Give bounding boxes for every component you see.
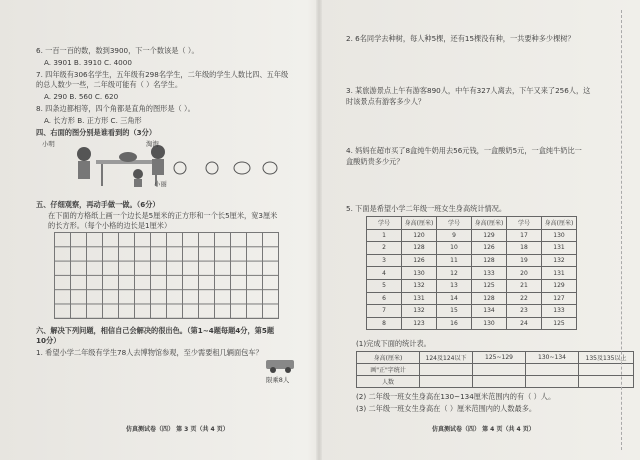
tally-header-cell: 124及124以下	[420, 352, 473, 364]
tally-cell[interactable]	[526, 364, 579, 376]
table-cell: 129	[542, 279, 577, 292]
header-cell: 身高(厘米)	[472, 217, 507, 230]
label-xiaoli: 小丽	[154, 180, 167, 188]
table-cell: 123	[402, 317, 437, 330]
table-cell: 128	[402, 242, 437, 255]
tally-row-label: 画"正"字统计	[357, 364, 420, 376]
table-cell: 12	[437, 267, 472, 280]
table-cell: 125	[472, 279, 507, 292]
table-row	[367, 279, 577, 292]
table-cell: 127	[542, 292, 577, 305]
table-cell: 126	[472, 242, 507, 255]
table-cell: 24	[507, 317, 542, 330]
table-row	[367, 292, 577, 305]
header-cell: 身高(厘米)	[542, 217, 577, 230]
table-cell: 9	[437, 229, 472, 242]
table-cell: 23	[507, 305, 542, 318]
table-cell: 130	[542, 229, 577, 242]
table-cell: 126	[402, 254, 437, 267]
table-cell: 132	[402, 279, 437, 292]
teapot-icons	[174, 162, 277, 174]
question-2: 2. 6名同学去种树，每人种5棵，还有15棵没有种，一共要种多少棵树？	[346, 34, 575, 43]
van-icon	[264, 358, 298, 374]
table-cell: 14	[437, 292, 472, 305]
table-cell: 125	[542, 317, 577, 330]
table-cell: 7	[367, 305, 402, 318]
left-page-footer: 仿真测试卷（四） 第 3 页（共 4 页）	[126, 426, 229, 433]
tally-row	[357, 364, 634, 376]
table-cell: 129	[472, 229, 507, 242]
tally-cell[interactable]	[579, 364, 634, 376]
table-cell: 134	[472, 305, 507, 318]
table-cell: 4	[367, 267, 402, 280]
tally-cell[interactable]	[526, 376, 579, 388]
tally-cell[interactable]	[473, 376, 526, 388]
table-cell: 21	[507, 279, 542, 292]
section-5-line1: 在下面的方格纸上画一个边长是5厘米的正方形和一个长5厘米，宽3厘米	[48, 211, 278, 220]
tally-table	[356, 351, 634, 388]
header-cell: 身高(厘米)	[402, 217, 437, 230]
table-cell: 11	[437, 254, 472, 267]
question-8-options: A. 长方形 B. 正方形 C. 三角形	[44, 116, 142, 125]
height-table-header	[367, 217, 577, 230]
tally-header-cell: 135及135以上	[579, 352, 634, 364]
question-7-line1: 7. 四年级有306名学生，五年级有298名学生，二年级的学生人数比四、五年级	[36, 70, 289, 79]
header-cell: 学号	[507, 217, 542, 230]
table-cell: 133	[472, 267, 507, 280]
table-cell: 17	[507, 229, 542, 242]
sub-question-3: (3) 二年级一班女生身高在（ ）厘米范围内的人数最多。	[356, 404, 537, 413]
question-7-line2: 的总人数少一些，二年级可能有（ ）名学生。	[36, 80, 183, 89]
table-cell: 15	[437, 305, 472, 318]
question-6-options: A. 3901 B. 3910 C. 4000	[44, 58, 132, 67]
table-row	[367, 305, 577, 318]
table-cell: 16	[437, 317, 472, 330]
table-cell: 13	[437, 279, 472, 292]
question-7-options: A. 290 B. 560 C. 620	[44, 92, 119, 101]
tally-cell[interactable]	[420, 376, 473, 388]
section-6-title-cont: 10分）	[36, 336, 61, 345]
drawing-grid[interactable]	[54, 232, 279, 319]
header-cell: 学号	[437, 217, 472, 230]
section-5-line2: 的长方形。（每个小格的边长是1厘米）	[48, 221, 172, 230]
sub-question-1: (1)完成下面的统计表。	[356, 339, 431, 348]
tally-row	[357, 376, 634, 388]
tally-cell[interactable]	[473, 364, 526, 376]
table-cell: 120	[402, 229, 437, 242]
tally-cell[interactable]	[420, 364, 473, 376]
table-cell: 2	[367, 242, 402, 255]
table-cell: 131	[402, 292, 437, 305]
table-cell: 22	[507, 292, 542, 305]
binding-dashed-line	[621, 10, 622, 450]
table-cell: 132	[402, 305, 437, 318]
table-row	[367, 254, 577, 267]
table-cell: 6	[367, 292, 402, 305]
table-cell: 20	[507, 267, 542, 280]
table-cell: 128	[472, 292, 507, 305]
label-taotao: 淘淘	[146, 140, 159, 148]
table-row	[367, 229, 577, 242]
tally-header-cell: 130~134	[526, 352, 579, 364]
table-cell: 131	[542, 242, 577, 255]
table-cell: 130	[472, 317, 507, 330]
table-cell: 5	[367, 279, 402, 292]
tally-header-cell: 身高(厘米)	[357, 352, 420, 364]
question-6: 6. 一百一百的数，数到3900，下一个数该是（ ）。	[36, 46, 199, 55]
height-table	[366, 216, 577, 330]
table-row	[367, 317, 577, 330]
table-cell: 19	[507, 254, 542, 267]
table-cell: 132	[542, 254, 577, 267]
question-3-line1: 3. 某旅游景点上午有游客890人，中午有327人离去，下午又来了256人，这	[346, 86, 591, 95]
question-4-line2: 盒酸奶贵多少元？	[346, 157, 404, 166]
section-5-title: 五、仔细观察，再动手做一做。（6分）	[36, 200, 160, 209]
tally-row-label: 人数	[357, 376, 420, 388]
table-cell: 130	[402, 267, 437, 280]
label-xiaoming: 小明	[42, 140, 55, 148]
question-1: 1. 希望小学二年级有学生78人去博物馆参观，至少需要租几辆面包车？	[36, 348, 263, 357]
question-3-line2: 时该景点有游客多少人？	[346, 97, 426, 106]
page-fold	[316, 0, 322, 460]
section-6-title: 六、解决下列问题，相信自己会解决的很出色。（第1~4题每题4分，第5题	[36, 326, 275, 335]
table-row	[367, 267, 577, 280]
table-cell: 18	[507, 242, 542, 255]
question-8: 8. 四条边都相等，四个角都是直角的图形是（ ）。	[36, 104, 195, 113]
section-4-title: 四、右面的图分别是谁看到的（3分）	[36, 128, 157, 137]
table-cell: 10	[437, 242, 472, 255]
tally-header	[357, 352, 634, 364]
question-4-line1: 4. 妈妈在超市买了8盒纯牛奶用去56元钱，一盒酸奶5元，一盒纯牛奶比一	[346, 146, 582, 155]
table-cell: 1	[367, 229, 402, 242]
table-cell: 133	[542, 305, 577, 318]
right-page-footer: 仿真测试卷（四） 第 4 页（共 4 页）	[432, 426, 535, 433]
table-row	[367, 242, 577, 255]
table-cell: 8	[367, 317, 402, 330]
sub-question-2: (2) 二年级一班女生身高在130~134厘米范围内的有（ ）人。	[356, 392, 556, 401]
question-5: 5. 下面是希望小学二年级一班女生身高统计情况。	[346, 204, 507, 213]
van-capacity-label: 限乘8人	[266, 376, 290, 384]
header-cell: 学号	[367, 217, 402, 230]
tally-cell[interactable]	[579, 376, 634, 388]
table-cell: 131	[542, 267, 577, 280]
table-cell: 128	[472, 254, 507, 267]
table-cell: 3	[367, 254, 402, 267]
tally-header-cell: 125~129	[473, 352, 526, 364]
